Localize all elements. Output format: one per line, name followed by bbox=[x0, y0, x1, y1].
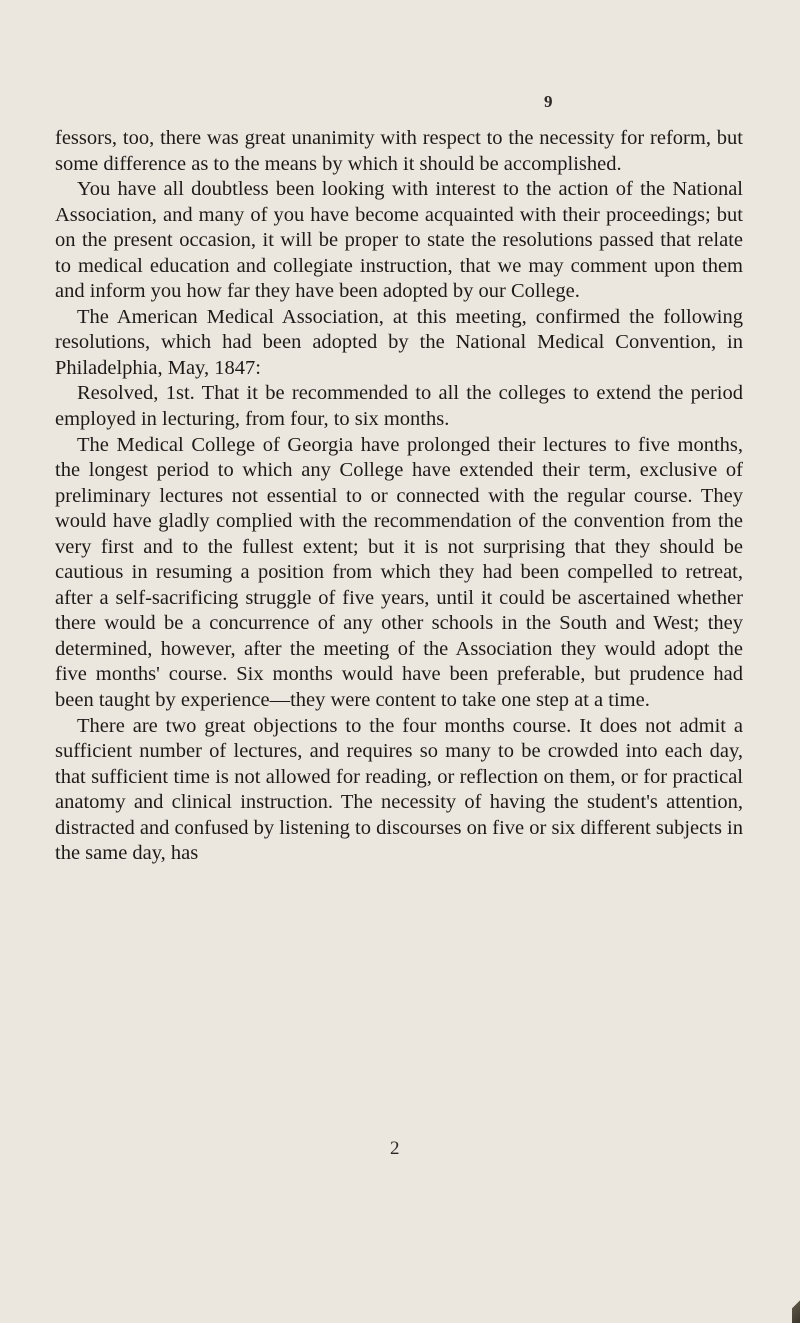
signature-mark: 2 bbox=[390, 1138, 400, 1159]
page-edge-mark bbox=[792, 1293, 800, 1323]
paragraph: The Medical College of Georgia have prolonged their lectures to five months, the longest period to which any College have extended their term, exclusive of preliminary lectures not essential to or connected with the regular course. They would have gladly complied with the recommendation of the convention from the very first and to the fullest extent; but it is not surprising that they should be cautious in resuming a position from which they had been compelled to retreat, after a self-sacrificing struggle of five years, until it could be ascertained whether there would be a concurrence of any other schools in the South and West; they determined, however, after the meeting of the Association they would adopt the five months' course. Six months would have been preferable, but prudence had been taught by experience—they were content to take one step at a time. bbox=[55, 433, 743, 712]
page-number: 9 bbox=[544, 92, 553, 111]
paragraph: You have all doubtless been looking with interest to the action of the National Association, and many of you have become acquainted with their proceedings; but on the present occasion, it will be proper to state the resolutions passed that relate to medical education and collegiate instruction, that we may comment upon them and inform you how far they have been adopted by our College. bbox=[55, 178, 743, 303]
paragraph-resolution: Resolved, 1st. That it be recommended to all the colleges to extend the period employed in lecturing, from four, to six months. bbox=[55, 382, 743, 431]
body-text bbox=[55, 126, 743, 867]
paragraph: There are two great objections to the four months course. It does not admit a sufficient number of lectures, and requires so many to be crowded into each day, that sufficient time is not allowed for reading, or reflection on them, or for practical anatomy and clinical instruction. The necessity of having the student's attention, distracted and confused by listening to discourses on five or six different subjects in the same day, has bbox=[55, 714, 743, 865]
paragraph-continued: fessors, too, there was great unanimity with respect to the necessity for reform, but some difference as to the means by which it should be accomplished. bbox=[55, 127, 743, 175]
paragraph: The American Medical Association, at this meeting, confirmed the following resolutions, which had been adopted by the National Medical Convention, in Philadelphia, May, 1847: bbox=[55, 305, 743, 379]
